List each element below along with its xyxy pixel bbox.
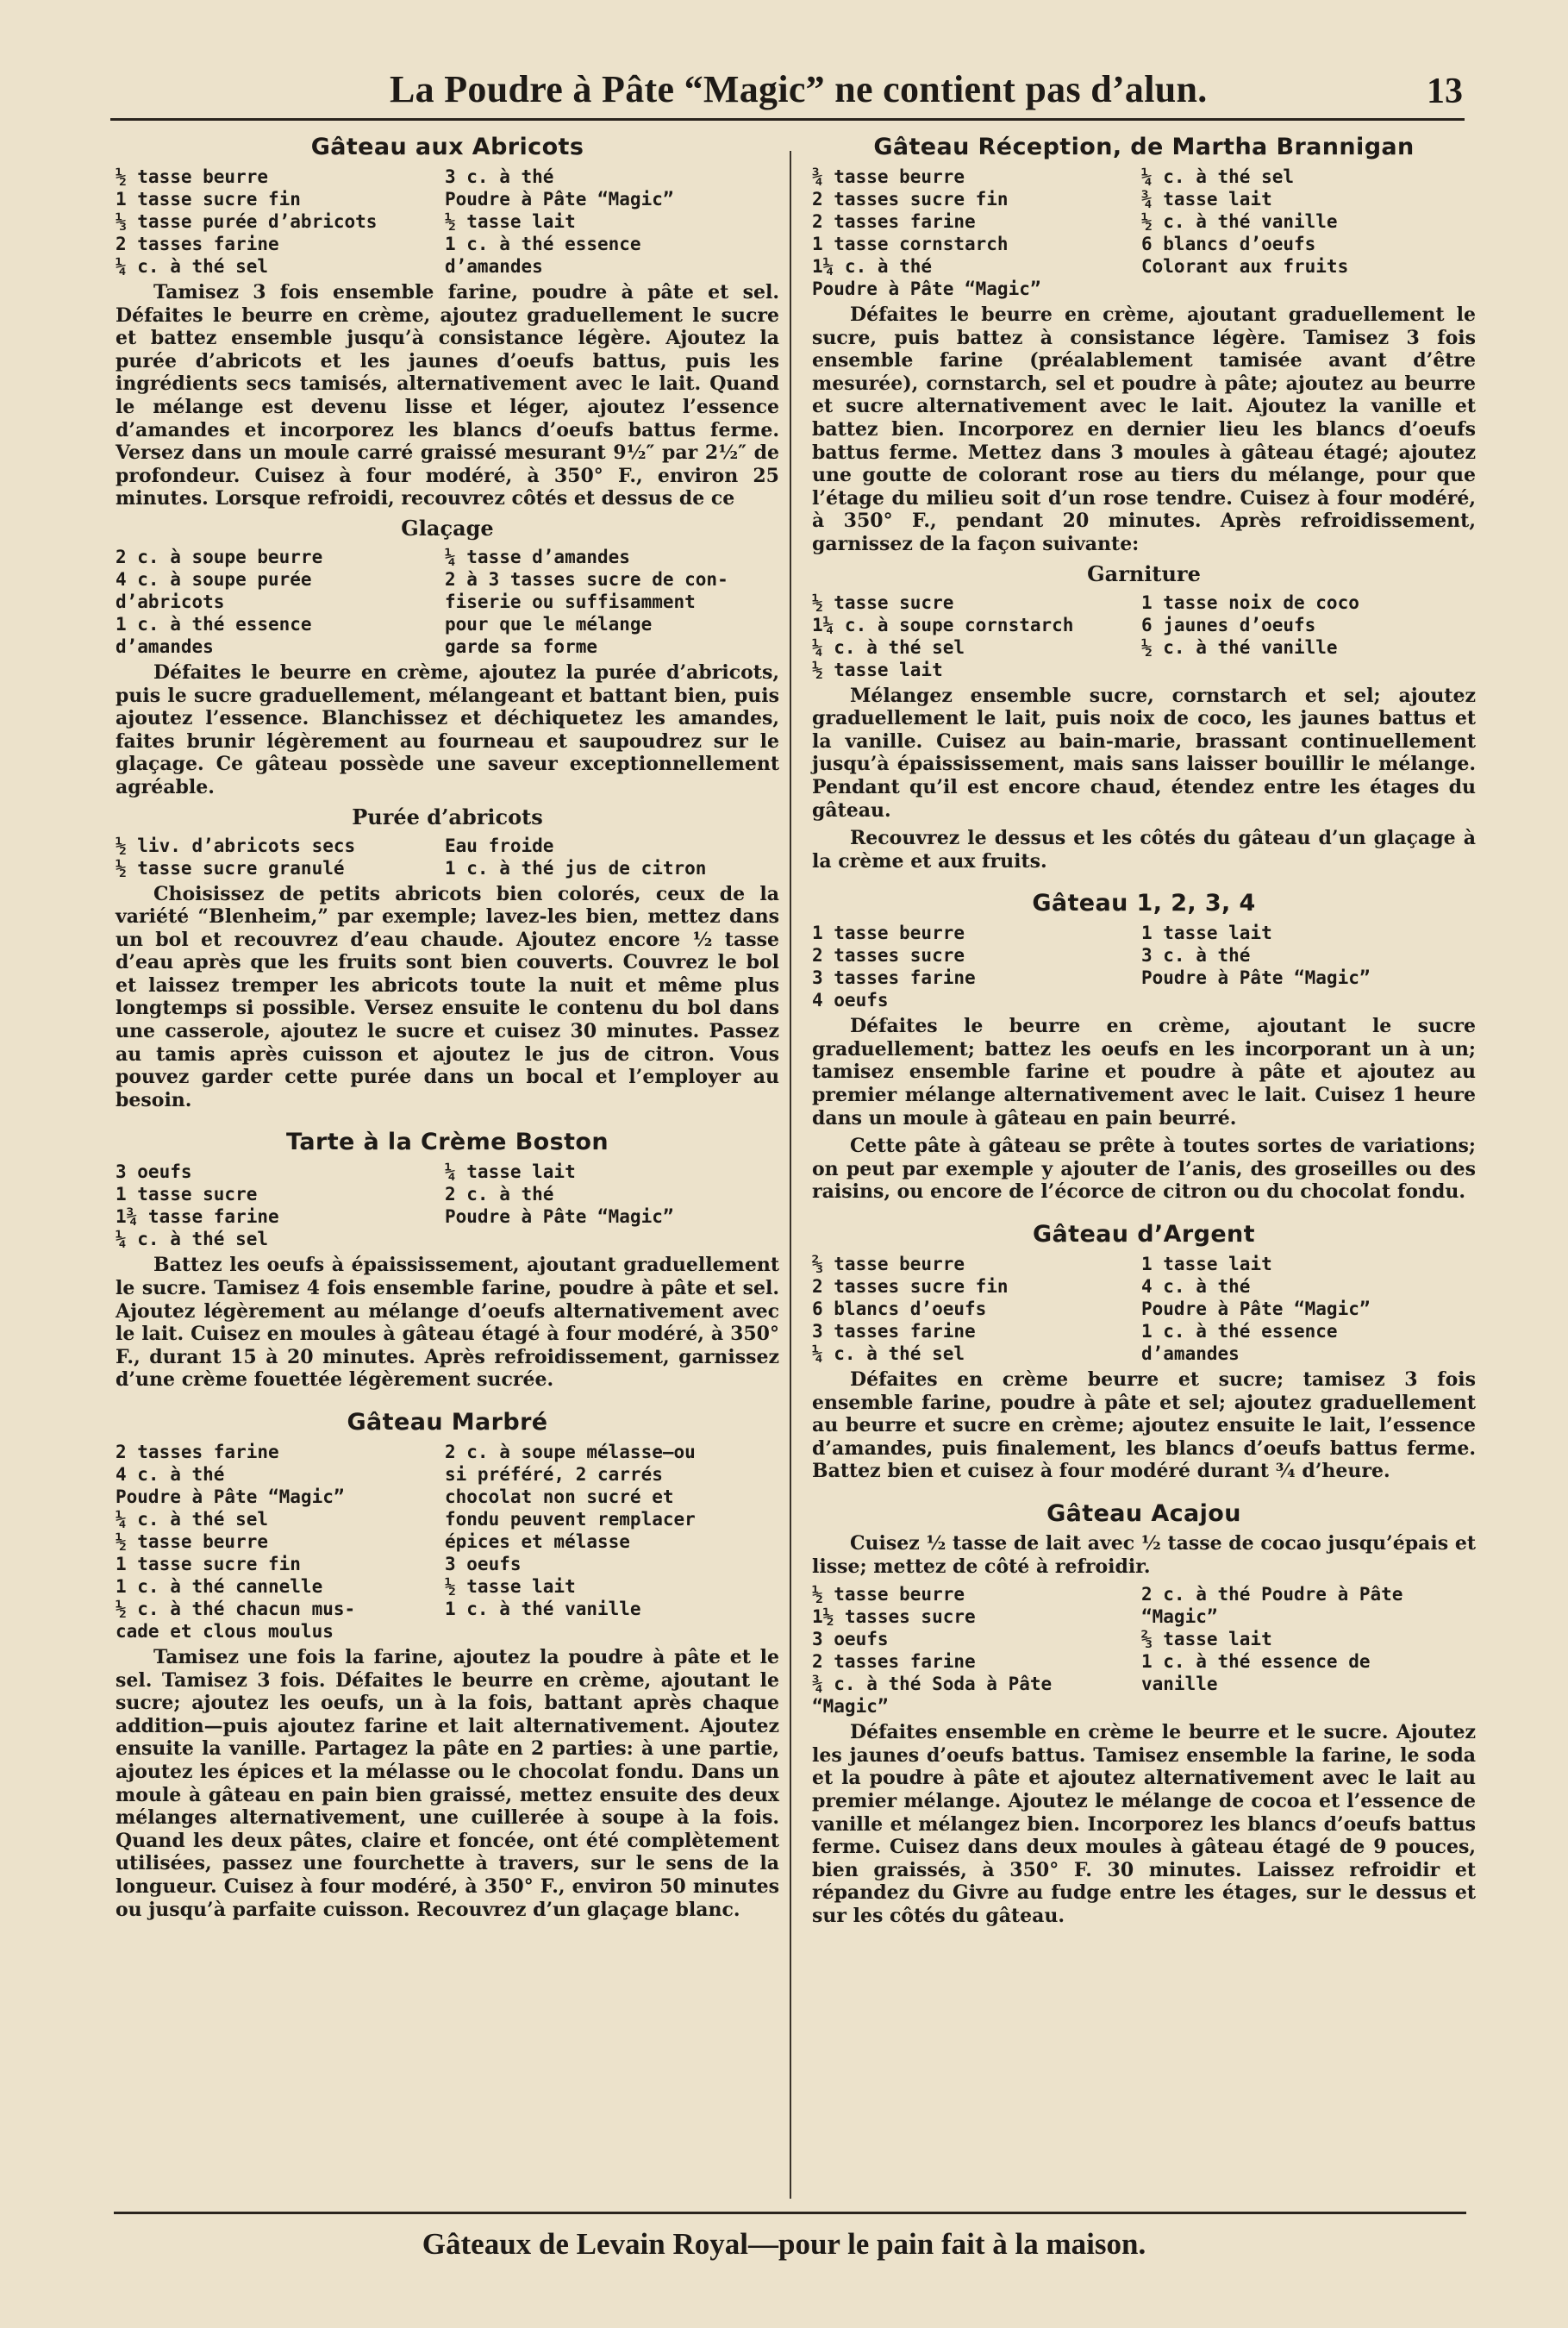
- ingredient: 1 tasse cornstarch: [812, 234, 1009, 254]
- ingredients-left: [116, 1161, 445, 1250]
- ingredient: 3 c. à thé: [445, 166, 554, 187]
- ingredient: 1 tasse sucre: [116, 1184, 258, 1205]
- recipe-instructions: Défaites le beurre en crème, ajoutant le sucre graduellement; battez les oeufs en les incorporant un à un; tamisez ensemble farine et poudre à pâte et ajoutez au premier mélange alternativement avec le lait. Cuisez 1 heure dans un moule à gâteau en pain beurré.: [812, 1015, 1476, 1130]
- recipe-instructions: Défaites le beurre en crème, ajoutez la purée d’abricots, puis le sucre graduellement, mélangeant et battant bien, puis ajoutez l’essence. Blanchissez et déchiquetez les amandes, faites brunir légèrement au fourneau et saupoudrez sur le glaçage. Ce gâteau possède une saveur exceptionnellement agréable.: [116, 660, 779, 798]
- recipe-acajou: [812, 1500, 1476, 1928]
- ingredient: ¼ c. à thé sel: [1141, 166, 1295, 187]
- ingredients-left: [116, 546, 445, 658]
- ingredient: ¼ c. à thé sel: [116, 1229, 269, 1250]
- ingredients-right: [1141, 1253, 1476, 1365]
- ingredient: d’abricots: [116, 591, 225, 612]
- ingredient: 1¼ c. à thé: [812, 256, 933, 277]
- ingredient: cade et clous moulus: [116, 1621, 334, 1642]
- ingredient: 1 tasse lait: [1141, 1254, 1272, 1275]
- ingredient: ½ tasse beurre: [812, 1584, 965, 1605]
- ingredient: ½ liv. d’abricots secs: [116, 835, 356, 856]
- footer-rule: [114, 2212, 1466, 2214]
- recipe-note: Recouvrez le dessus et les côtés du gâteau d’un glaçage à la crème et aux fruits.: [812, 827, 1476, 873]
- ingredient: ¾ tasse lait: [1141, 189, 1272, 210]
- ingredient: 2 tasses sucre fin: [812, 1276, 1009, 1298]
- ingredient: d’amandes: [1141, 1343, 1240, 1365]
- recipe-instructions: Mélangez ensemble sucre, cornstarch et sel; ajoutez graduellement le lait, puis noix de coco, les jaunes battus et la vanille. Cuisez au bain-marie, brassant continuellement jusqu’à épaississement, mais sans laisser bouillir le mélange. Pendant qu’il est encore chaud, étendez entre les étages du gâteau.: [812, 684, 1476, 822]
- ingredient: 3 tasses farine: [812, 1321, 976, 1342]
- ingredient: 1 c. à thé cannelle: [116, 1576, 323, 1597]
- ingredient: Poudre à Pâte “Magic”: [445, 189, 674, 210]
- ingredient: ⅔ tasse beurre: [812, 1254, 965, 1275]
- ingredient: 2 tasses sucre: [812, 945, 965, 967]
- ingredient: 6 jaunes d’oeufs: [1141, 614, 1316, 635]
- ingredient: si préféré, 2 carrés: [445, 1464, 663, 1485]
- left-column: [116, 134, 779, 1926]
- ingredient: “Magic”: [812, 1696, 889, 1718]
- ingredient: ¼ tasse lait: [445, 1161, 576, 1183]
- ingredient-list: [812, 922, 1476, 1011]
- ingredient-list: [116, 166, 779, 278]
- ingredients-left: [812, 1583, 1141, 1718]
- ingredient: 1 c. à thé essence: [1141, 1321, 1338, 1342]
- ingredient: d’amandes: [445, 256, 543, 277]
- ingredient: ½ tasse lait: [812, 659, 943, 680]
- ingredient: épices et mélasse: [445, 1531, 630, 1552]
- ingredient: Poudre à Pâte “Magic”: [812, 278, 1041, 299]
- ingredient: 2 tasses farine: [116, 1442, 279, 1462]
- ingredient: 4 oeufs: [812, 990, 889, 1011]
- ingredient: Eau froide: [445, 835, 554, 856]
- recipe-instructions: Choisissez de petits abricots bien colorés, ceux de la variété “Blenheim,” par exemple; lavez-les bien, mettez dans un bol et recouvrez d’eau chaude. Ajoutez encore ½ tasse d’eau après que les fruits sont bien couverts. Couvrez le bol et laissez tremper les abricots toute la nuit et même plus longtemps si possible. Versez ensuite le contenu du bol dans une casserole, ajoutez le sucre et cuisez 30 minutes. Passez au tamis après cuisson et ajoutez le jus de citron. Vous pouvez garder cette purée dans un bocal et l’employer au besoin.: [116, 882, 779, 1111]
- ingredient: 2 tasses sucre fin: [812, 189, 1009, 210]
- ingredients-right: [1141, 922, 1476, 1011]
- ingredient: fondu peuvent remplacer: [445, 1509, 696, 1530]
- recipe-puree: [116, 804, 779, 1112]
- ingredient: 1 c. à thé essence: [116, 613, 312, 635]
- ingredient: vanille: [1141, 1674, 1218, 1695]
- ingredients-left: [812, 922, 1141, 1011]
- ingredient-list: [116, 546, 779, 658]
- ingredient: 6 blancs d’oeufs: [812, 1299, 987, 1320]
- ingredients-left: [812, 166, 1141, 300]
- subrecipe-title: Glaçage: [401, 515, 494, 541]
- ingredient: ½ tasse sucre granulé: [116, 857, 345, 879]
- ingredient: chocolat non sucré et: [445, 1486, 674, 1507]
- recipe-title: Gâteau Acajou: [1046, 1500, 1241, 1527]
- ingredient: ½ c. à thé chacun mus-: [116, 1599, 356, 1619]
- ingredient: ⅓ tasse purée d’abricots: [116, 211, 378, 232]
- ingredient: 3 oeufs: [812, 1629, 889, 1650]
- ingredient: 2 à 3 tasses sucre de con-: [445, 568, 728, 590]
- ingredients-right: [445, 1441, 779, 1643]
- ingredient: 1¼ c. à soupe cornstarch: [812, 614, 1074, 635]
- recipe-title: Gâteau aux Abricots: [310, 134, 584, 160]
- ingredient: 4 c. à thé: [1141, 1276, 1251, 1298]
- ingredient: Poudre à Pâte “Magic”: [1141, 1299, 1371, 1320]
- ingredient: ½ tasse beurre: [116, 1531, 269, 1552]
- ingredient: d’amandes: [116, 635, 214, 657]
- ingredient: 3 c. à thé: [1141, 945, 1251, 967]
- ingredient: ½ c. à thé vanille: [1141, 636, 1338, 658]
- ingredient: ½ c. à thé vanille: [1141, 211, 1338, 232]
- ingredients-left: [812, 1253, 1141, 1365]
- ingredient: Colorant aux fruits: [1141, 256, 1349, 277]
- subrecipe-title: Purée d’abricots: [352, 804, 543, 829]
- ingredients-left: [116, 835, 445, 879]
- recipe-instructions: Battez les oeufs à épaississement, ajoutant graduellement le sucre. Tamisez 4 fois ensemble farine, poudre à pâte et sel. Ajoutez légèrement au mélange d’oeufs alternativement avec le lait. Cuisez en moules à gâteau étagé à four modéré, à 350° F., durant 15 à 20 minutes. Après refroidissement, garnissez d’une crème fouettée légèrement sucrée.: [116, 1254, 779, 1392]
- ingredient: 1 c. à thé jus de citron: [445, 857, 707, 879]
- recipe-instructions: Défaites ensemble en crème le beurre et le sucre. Ajoutez les jaunes d’oeufs battus. Tamisez ensemble la farine, le soda et la poudre à pâte et ajoutez alternativement avec le lait au premier mélange. Ajoutez le mélange de cocoa et l’essence de vanille et mélangez bien. Incorporez les blancs d’oeufs battus ferme. Cuisez dans deux moules à gâteau étagé de 9 pouces, bien graissés, à 350° F. 30 minutes. Laissez refroidir et répandez du Givre au fudge entre les étages, sur le dessus et sur les côtés du gâteau.: [812, 1721, 1476, 1927]
- ingredients-right: [445, 1161, 779, 1250]
- recipe-1234: [812, 890, 1476, 1204]
- ingredients-left: [116, 166, 445, 278]
- ingredient: 1 c. à thé essence: [445, 234, 641, 254]
- ingredient: 4 c. à soupe purée: [116, 568, 312, 590]
- ingredients-right: [445, 835, 779, 879]
- ingredient: ½ tasse lait: [445, 1576, 576, 1597]
- ingredient-list: [812, 1583, 1476, 1718]
- ingredients-right: [1141, 1583, 1476, 1718]
- ingredient-list: [812, 591, 1476, 681]
- ingredient: ¾ tasse beurre: [812, 166, 965, 187]
- subrecipe-title: Garniture: [1087, 560, 1201, 586]
- recipe-title: Gâteau d’Argent: [1032, 1221, 1255, 1248]
- recipe-argent: [812, 1221, 1476, 1483]
- ingredient-list: [116, 1161, 779, 1250]
- recipe-instructions: Tamisez une fois la farine, ajoutez la poudre à pâte et le sel. Tamisez 3 fois. Défaites le beurre en crème, ajoutant le sucre; ajoutez les oeufs, un à la fois, battant après chaque addition—puis ajoutez farine et lait alternativement. Ajoutez ensuite la vanille. Partagez la pâte en 2 parties: à une partie, ajoutez les épices et la mélasse ou le chocolat fondu. Dans un moule à gâteau en pain bien graissé, mettez ensuite des deux mélanges alternativement, une cuillerée à soupe à la fois. Quand les deux pâtes, claire et foncée, ont été complètement utilisées, passez une fourchette à travers, sur le sens de la longueur. Cuisez à four modéré, à 350° F., environ 50 minutes ou jusqu’à parfaite cuisson. Recouvrez d’un glaçage blanc.: [116, 1646, 779, 1921]
- ingredient: 6 blancs d’oeufs: [1141, 234, 1316, 254]
- recipe-marbre: [116, 1409, 779, 1921]
- ingredient: 4 c. à thé: [116, 1464, 225, 1485]
- recipe-boston: [116, 1129, 779, 1392]
- ingredient: “Magic”: [1141, 1606, 1218, 1628]
- ingredient: 1 tasse beurre: [812, 923, 965, 944]
- ingredient: ¼ c. à thé sel: [116, 256, 269, 277]
- recipe-title: Gâteau 1, 2, 3, 4: [1032, 890, 1256, 917]
- ingredients-left: [812, 591, 1141, 681]
- ingredient: 1½ tasses sucre: [812, 1606, 976, 1628]
- ingredient: ¼ c. à thé sel: [812, 636, 965, 658]
- ingredient: Poudre à Pâte “Magic”: [445, 1206, 674, 1228]
- recipe-instructions: Tamisez 3 fois ensemble farine, poudre à pâte et sel. Défaites le beurre en crème, ajoutez graduellement le sucre et battez ensemble jusqu’à consistance légère. Ajoutez la purée d’abricots et les jaunes d’oeufs battus, puis les ingrédients secs tamisés, alternativement avec le lait. Quand le mélange est devenu lisse et léger, ajoutez l’essence d’amandes et incorporez les blancs d’oeufs battus ferme. Versez dans un moule carré graissé mesurant 9½″ par 2½″ de profondeur. Cuisez à four modéré, à 350° F., environ 25 minutes. Lorsque refroidi, recouvrez côtés et dessus de ce: [116, 281, 779, 510]
- ingredient: ¾ c. à thé Soda à Pâte: [812, 1674, 1053, 1695]
- recipe-instructions: Défaites le beurre en crème, ajoutant graduellement le sucre, puis battez à consistance légère. Tamisez 3 fois ensemble farine (préalablement tamisée avant d’être mesurée), cornstarch, sel et poudre à pâte; ajoutez au beurre et sucre alternativement avec le lait. Ajoutez la vanille et battez bien. Incorporez en dernier lieu les blancs d’oeufs battus ferme. Mettez dans 3 moules à gâteau étagé; ajoutez une goutte de colorant rose au tiers du mélange, pour que l’étage du milieu soit d’un rose tendre. Cuisez à four modéré, à 350° F., pendant 20 minutes. Après refroidissement, garnissez de la façon suivante:: [812, 304, 1476, 555]
- column-divider: [790, 151, 791, 2199]
- ingredients-right: [445, 546, 779, 658]
- ingredient: 3 oeufs: [116, 1161, 192, 1183]
- ingredient: 2 tasses farine: [116, 234, 279, 254]
- ingredients-left: [116, 1441, 445, 1643]
- right-column: [812, 134, 1476, 1933]
- ingredient: ¼ c. à thé sel: [116, 1509, 269, 1530]
- ingredients-right: [1141, 591, 1476, 681]
- ingredients-right: [1141, 166, 1476, 300]
- recipe-abricots: [116, 134, 779, 510]
- recipe-instructions: Défaites en crème beurre et sucre; tamisez 3 fois ensemble farine, poudre à pâte et sel; ajoutez graduellement au beurre et sucre en crème; ajoutez ensuite le lait, l’essence d’amandes, puis finalement, les blancs d’oeufs battus ferme. Battez bien et cuisez à four modéré durant ¾ d’heure.: [812, 1368, 1476, 1483]
- ingredient: ¼ tasse d’amandes: [445, 546, 630, 567]
- page-footer: Gâteaux de Levain Royal—pour le pain fait à la maison.: [422, 2227, 1146, 2261]
- recipe-reception: [812, 134, 1476, 556]
- header-rule: [110, 118, 1465, 121]
- ingredient: 1¾ tasse farine: [116, 1206, 279, 1228]
- ingredient: 1 tasse noix de coco: [1141, 591, 1359, 613]
- recipe-title: Gâteau Réception, de Martha Brannigan: [873, 134, 1415, 160]
- ingredient-list: [812, 1253, 1476, 1365]
- ingredient-list: [812, 166, 1476, 300]
- ingredient: 1 tasse lait: [1141, 923, 1272, 944]
- recipe-garniture: [812, 561, 1476, 873]
- ingredient: 2 c. à thé: [445, 1184, 554, 1205]
- recipe-intro: Cuisez ½ tasse de lait avec ½ tasse de cocao jusqu’épais et lisse; mettez de côté à refroidir.: [812, 1532, 1476, 1578]
- ingredient: ½ tasse sucre: [812, 591, 954, 613]
- ingredient: pour que le mélange: [445, 613, 653, 635]
- ingredient: ⅔ tasse lait: [1141, 1629, 1272, 1650]
- ingredient-list: [116, 1441, 779, 1643]
- ingredient: 3 tasses farine: [812, 967, 976, 989]
- page-header: [0, 53, 1568, 122]
- ingredient: Poudre à Pâte “Magic”: [1141, 967, 1371, 989]
- running-title: La Poudre à Pâte “Magic” ne contient pas d’alun.: [390, 68, 1208, 110]
- ingredient: ½ tasse lait: [445, 211, 576, 232]
- recipe-glacage: [116, 516, 779, 799]
- ingredient: ½ tasse beurre: [116, 166, 269, 187]
- ingredient: garde sa forme: [445, 635, 598, 657]
- ingredient: 1 tasse sucre fin: [116, 1554, 301, 1574]
- ingredients-right: [445, 166, 779, 278]
- ingredient: 2 tasses farine: [812, 1651, 976, 1673]
- ingredient: 1 tasse sucre fin: [116, 189, 301, 210]
- recipe-title: Tarte à la Crème Boston: [286, 1129, 609, 1156]
- ingredient-list: [116, 835, 779, 879]
- ingredient: 2 c. à soupe beurre: [116, 546, 323, 567]
- ingredient: fiserie ou suffisamment: [445, 591, 696, 612]
- ingredient: 2 tasses farine: [812, 211, 976, 232]
- ingredient: 1 c. à thé essence de: [1141, 1651, 1371, 1673]
- ingredient: 3 oeufs: [445, 1554, 522, 1574]
- recipe-title: Gâteau Marbré: [347, 1409, 548, 1436]
- ingredient: ¼ c. à thé sel: [812, 1343, 965, 1365]
- ingredient: Poudre à Pâte “Magic”: [116, 1486, 345, 1507]
- recipe-note: Cette pâte à gâteau se prête à toutes sortes de variations; on peut par exemple y ajouter de l’anis, des groseilles ou des raisins, ou encore de l’écorce de citron ou du chocolat fondu.: [812, 1135, 1476, 1204]
- page-number: 13: [1427, 72, 1463, 111]
- ingredient: 1 c. à thé vanille: [445, 1599, 641, 1619]
- ingredient: 2 c. à thé Poudre à Pâte: [1141, 1584, 1403, 1605]
- ingredient: 2 c. à soupe mélasse—ou: [445, 1442, 696, 1462]
